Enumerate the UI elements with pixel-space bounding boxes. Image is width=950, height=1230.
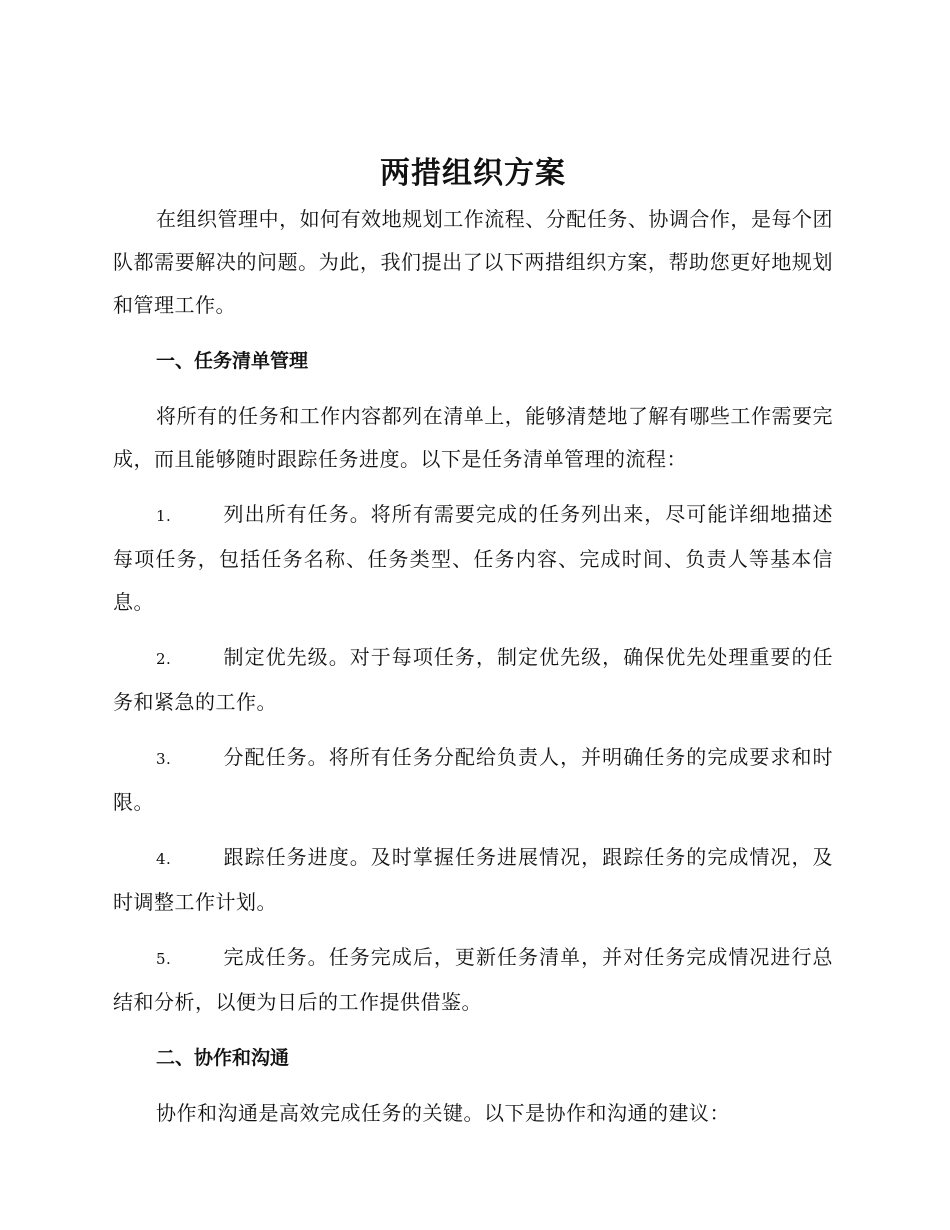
section-2-heading: 二、协作和沟通 [156,1047,290,1069]
list-item-text: 完成任务。任务完成后，更新任务清单，并对任务完成情况进行总结和分析，以便为日后的工作提供借鉴。 [113,945,833,1014]
list-item-number: 4. [156,850,172,868]
document-page [113,150,833,1135]
list-item [113,493,833,624]
list-item-text: 跟踪任务进度。及时掌握任务进展情况，跟踪任务的完成情况，及时调整工作计划。 [113,845,833,914]
section-1-paragraph: 将所有的任务和工作内容都列在清单上，能够清楚地了解有哪些工作需要完成，而且能够随时跟踪任务进度。以下是任务清单管理的流程： [113,404,833,471]
intro-paragraph: 在组织管理中，如何有效地规划工作流程、分配任务、协调合作，是每个团队都需要解决的问题。为此，我们提出了以下两措组织方案，帮助您更好地规划和管理工作。 [113,207,833,317]
list-item-number: 3. [156,750,172,768]
list-item-text: 列出所有任务。将所有需要完成的任务列出来，尽可能详细地描述每项任务，包括任务名称、任务类型、任务内容、完成时间、负责人等基本信息。 [113,502,833,614]
list-item-number: 5. [156,950,172,968]
list-item-text: 制定优先级。对于每项任务，制定优先级，确保优先处理重要的任务和紧急的工作。 [113,645,833,714]
list-item [113,836,833,924]
list-item-number: 2. [156,650,172,668]
list-item [113,636,833,724]
list-item [113,736,833,824]
list-item [113,936,833,1024]
list-item-text: 分配任务。将所有任务分配给负责人，并明确任务的完成要求和时限。 [113,745,833,814]
document-title: 两措组织方案 [380,156,566,191]
list-item-number: 1. [156,507,172,525]
section-1-heading: 一、任务清单管理 [156,350,309,372]
section-2-paragraph: 协作和沟通是高效完成任务的关键。以下是协作和沟通的建议： [156,1101,730,1125]
